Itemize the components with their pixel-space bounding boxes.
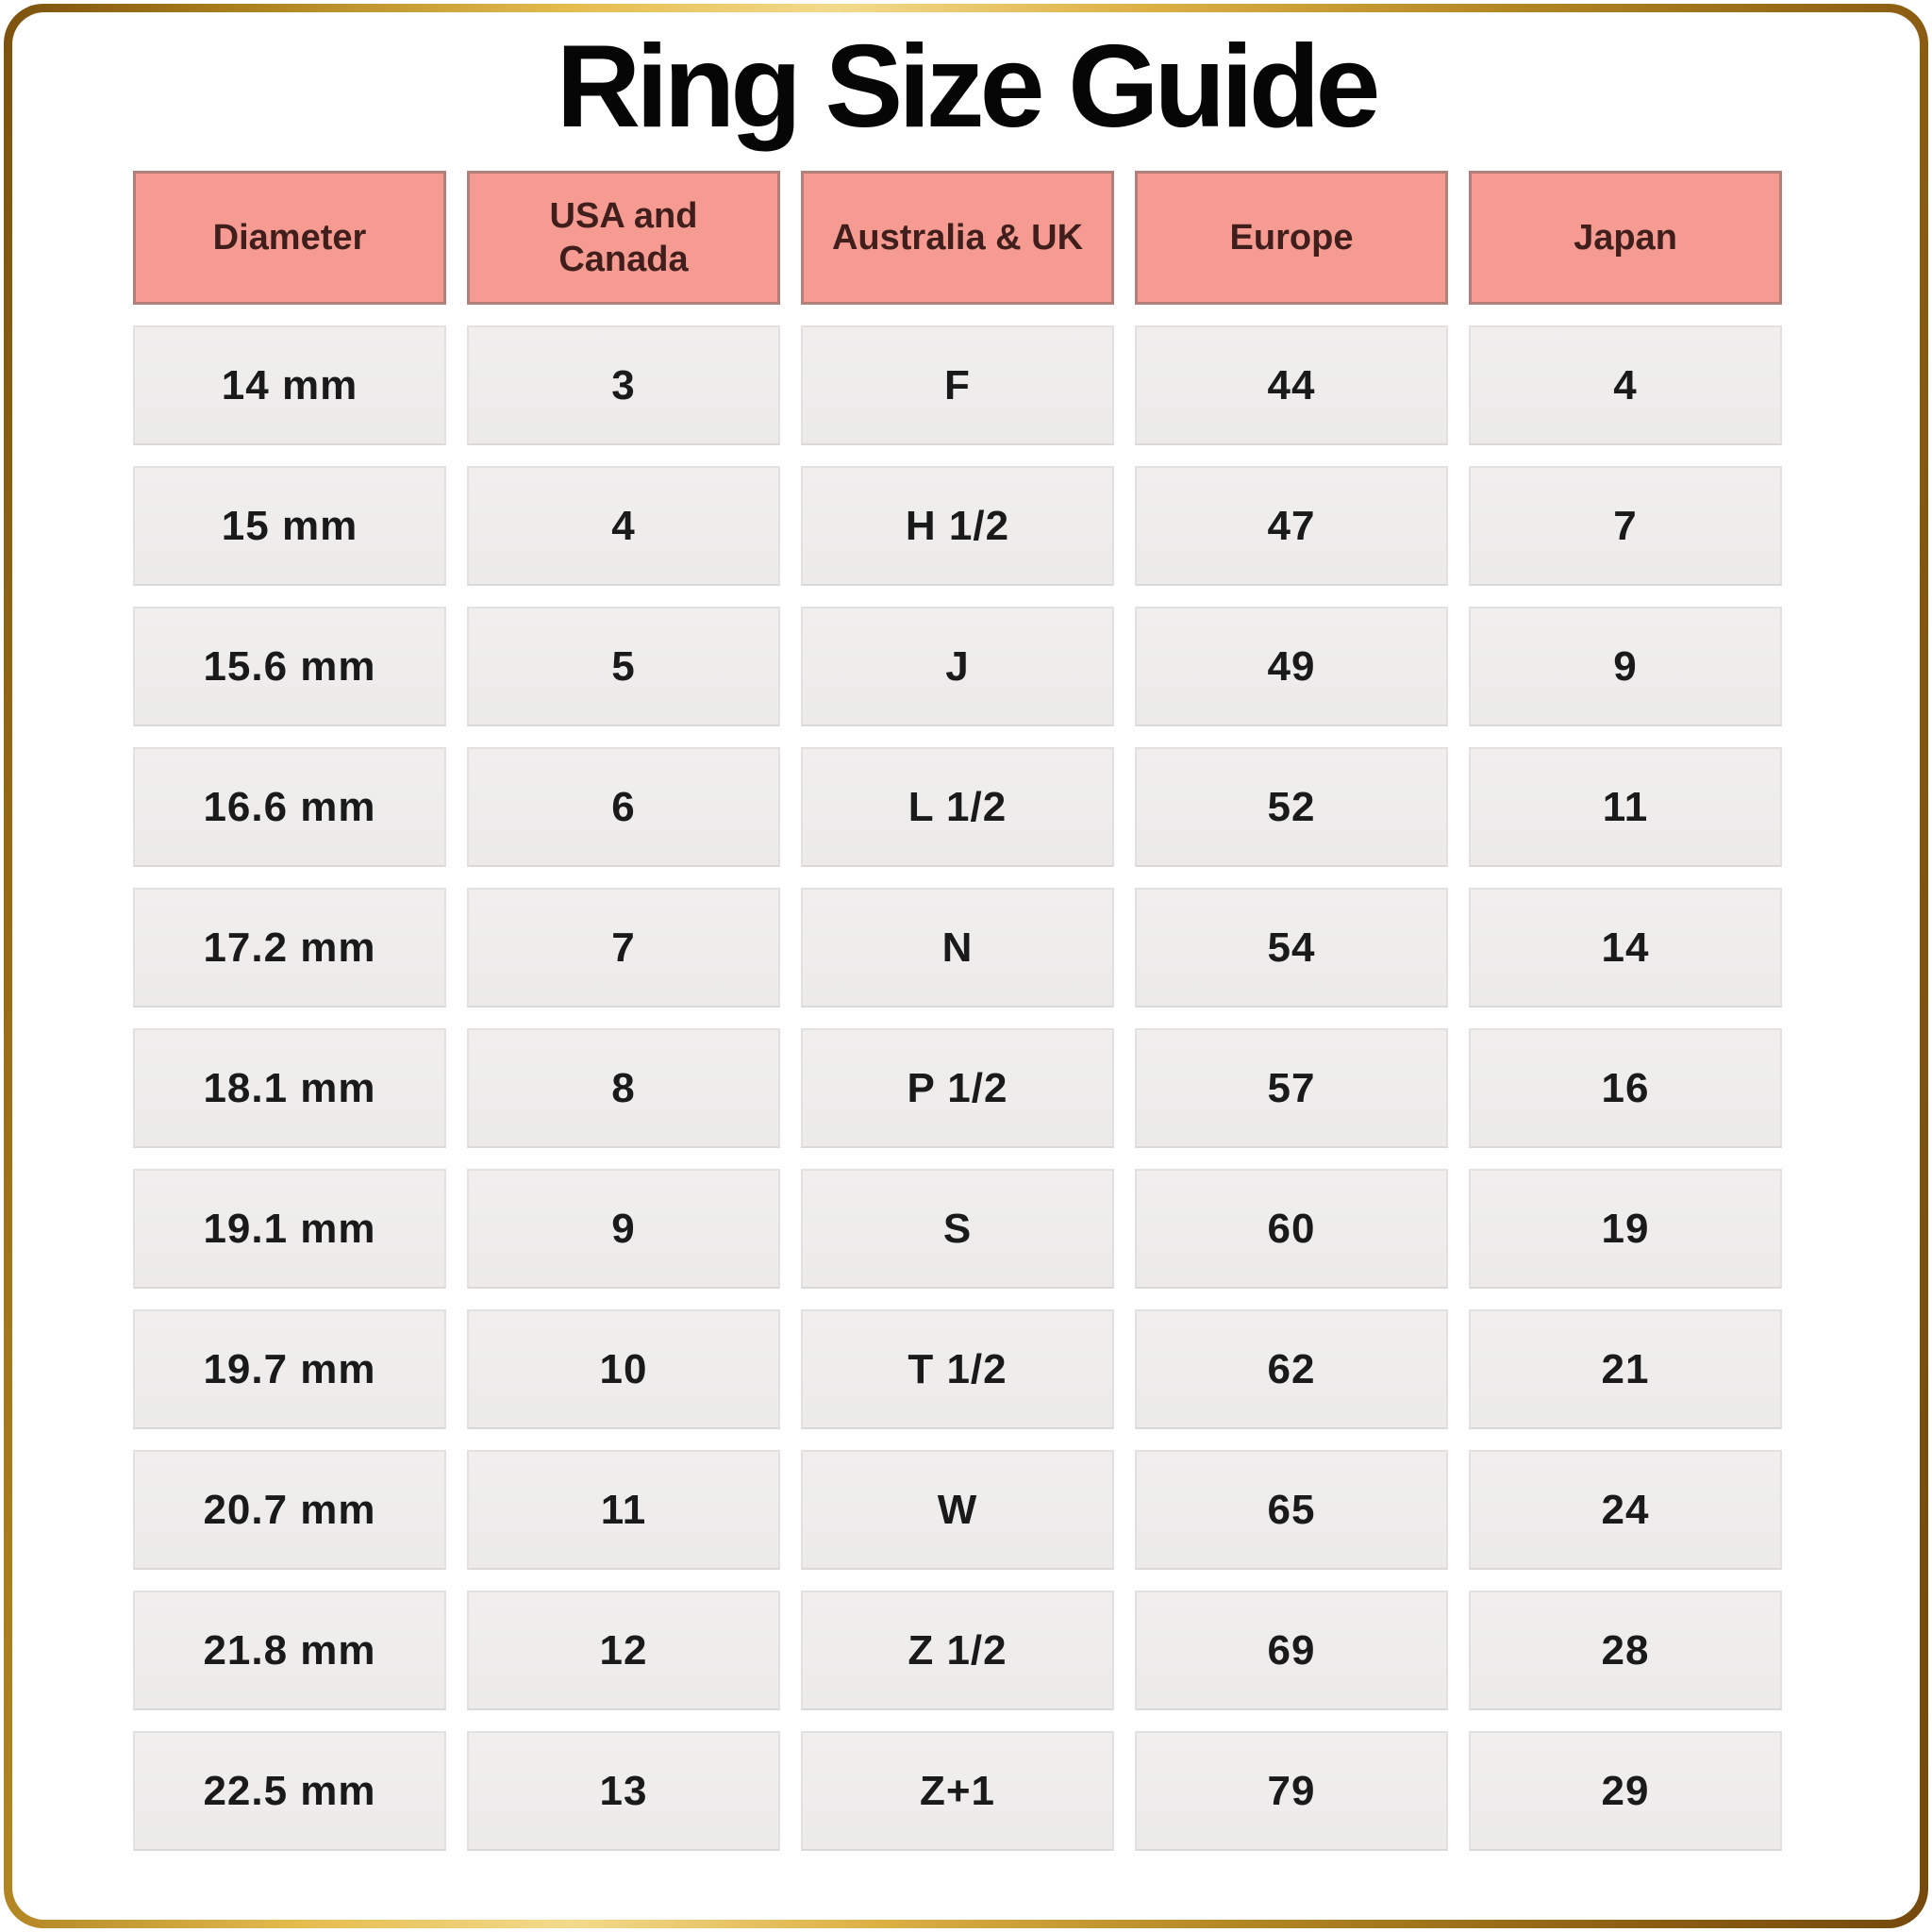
table-cell-row8-australia-uk: T 1/2 [801,1309,1114,1429]
table-cell-row2-usa-and-canada: 4 [467,466,780,586]
page-title: Ring Size Guide [556,22,1376,152]
table-cell-row9-usa-and-canada: 11 [467,1450,780,1570]
table-cell-row3-diameter: 15.6 mm [133,607,446,726]
table-cell-row11-australia-uk: Z+1 [801,1731,1114,1851]
frame-inner-background [12,12,1920,1920]
table-cell-row11-japan: 29 [1469,1731,1782,1851]
table-cell-row7-diameter: 19.1 mm [133,1169,446,1289]
table-cell-row1-japan: 4 [1469,325,1782,445]
table-cell-row6-usa-and-canada: 8 [467,1028,780,1148]
table-cell-row3-europe: 49 [1135,607,1448,726]
table-cell-row7-australia-uk: S [801,1169,1114,1289]
table-cell-row2-diameter: 15 mm [133,466,446,586]
table-cell-row7-usa-and-canada: 9 [467,1169,780,1289]
table-cell-row1-europe: 44 [1135,325,1448,445]
header-cell-japan: Japan [1469,171,1782,305]
table-cell-row1-diameter: 14 mm [133,325,446,445]
table-cell-row7-europe: 60 [1135,1169,1448,1289]
table-cell-row5-usa-and-canada: 7 [467,888,780,1008]
table-cell-row1-usa-and-canada: 3 [467,325,780,445]
table-cell-row5-europe: 54 [1135,888,1448,1008]
table-cell-row8-diameter: 19.7 mm [133,1309,446,1429]
table-cell-row2-japan: 7 [1469,466,1782,586]
table-cell-row9-japan: 24 [1469,1450,1782,1570]
table-cell-row8-japan: 21 [1469,1309,1782,1429]
header-cell-diameter: Diameter [133,171,446,305]
table-cell-row3-japan: 9 [1469,607,1782,726]
table-cell-row3-australia-uk: J [801,607,1114,726]
table-cell-row3-usa-and-canada: 5 [467,607,780,726]
table-cell-row2-europe: 47 [1135,466,1448,586]
table-cell-row9-europe: 65 [1135,1450,1448,1570]
header-cell-australia-uk: Australia & UK [801,171,1114,305]
table-cell-row6-japan: 16 [1469,1028,1782,1148]
table-cell-row11-europe: 79 [1135,1731,1448,1851]
table-cell-row5-japan: 14 [1469,888,1782,1008]
table-cell-row8-europe: 62 [1135,1309,1448,1429]
table-cell-row4-australia-uk: L 1/2 [801,747,1114,867]
table-cell-row5-australia-uk: N [801,888,1114,1008]
table-cell-row1-australia-uk: F [801,325,1114,445]
table-cell-row10-australia-uk: Z 1/2 [801,1591,1114,1710]
table-cell-row9-australia-uk: W [801,1450,1114,1570]
ring-size-table [133,171,1782,1851]
table-cell-row6-diameter: 18.1 mm [133,1028,446,1148]
table-cell-row10-europe: 69 [1135,1591,1448,1710]
table-cell-row9-diameter: 20.7 mm [133,1450,446,1570]
table-cell-row10-japan: 28 [1469,1591,1782,1710]
table-cell-row10-usa-and-canada: 12 [467,1591,780,1710]
table-cell-row10-diameter: 21.8 mm [133,1591,446,1710]
table-cell-row5-diameter: 17.2 mm [133,888,446,1008]
table-cell-row8-usa-and-canada: 10 [467,1309,780,1429]
table-cell-row4-europe: 52 [1135,747,1448,867]
table-cell-row6-australia-uk: P 1/2 [801,1028,1114,1148]
table-cell-row4-usa-and-canada: 6 [467,747,780,867]
header-cell-europe: Europe [1135,171,1448,305]
table-cell-row11-usa-and-canada: 13 [467,1731,780,1851]
gold-frame-border [4,4,1928,1928]
table-cell-row4-diameter: 16.6 mm [133,747,446,867]
table-cell-row4-japan: 11 [1469,747,1782,867]
header-cell-usa-and-canada: USA and Canada [467,171,780,305]
table-cell-row11-diameter: 22.5 mm [133,1731,446,1851]
table-cell-row2-australia-uk: H 1/2 [801,466,1114,586]
table-cell-row7-japan: 19 [1469,1169,1782,1289]
table-cell-row6-europe: 57 [1135,1028,1448,1148]
